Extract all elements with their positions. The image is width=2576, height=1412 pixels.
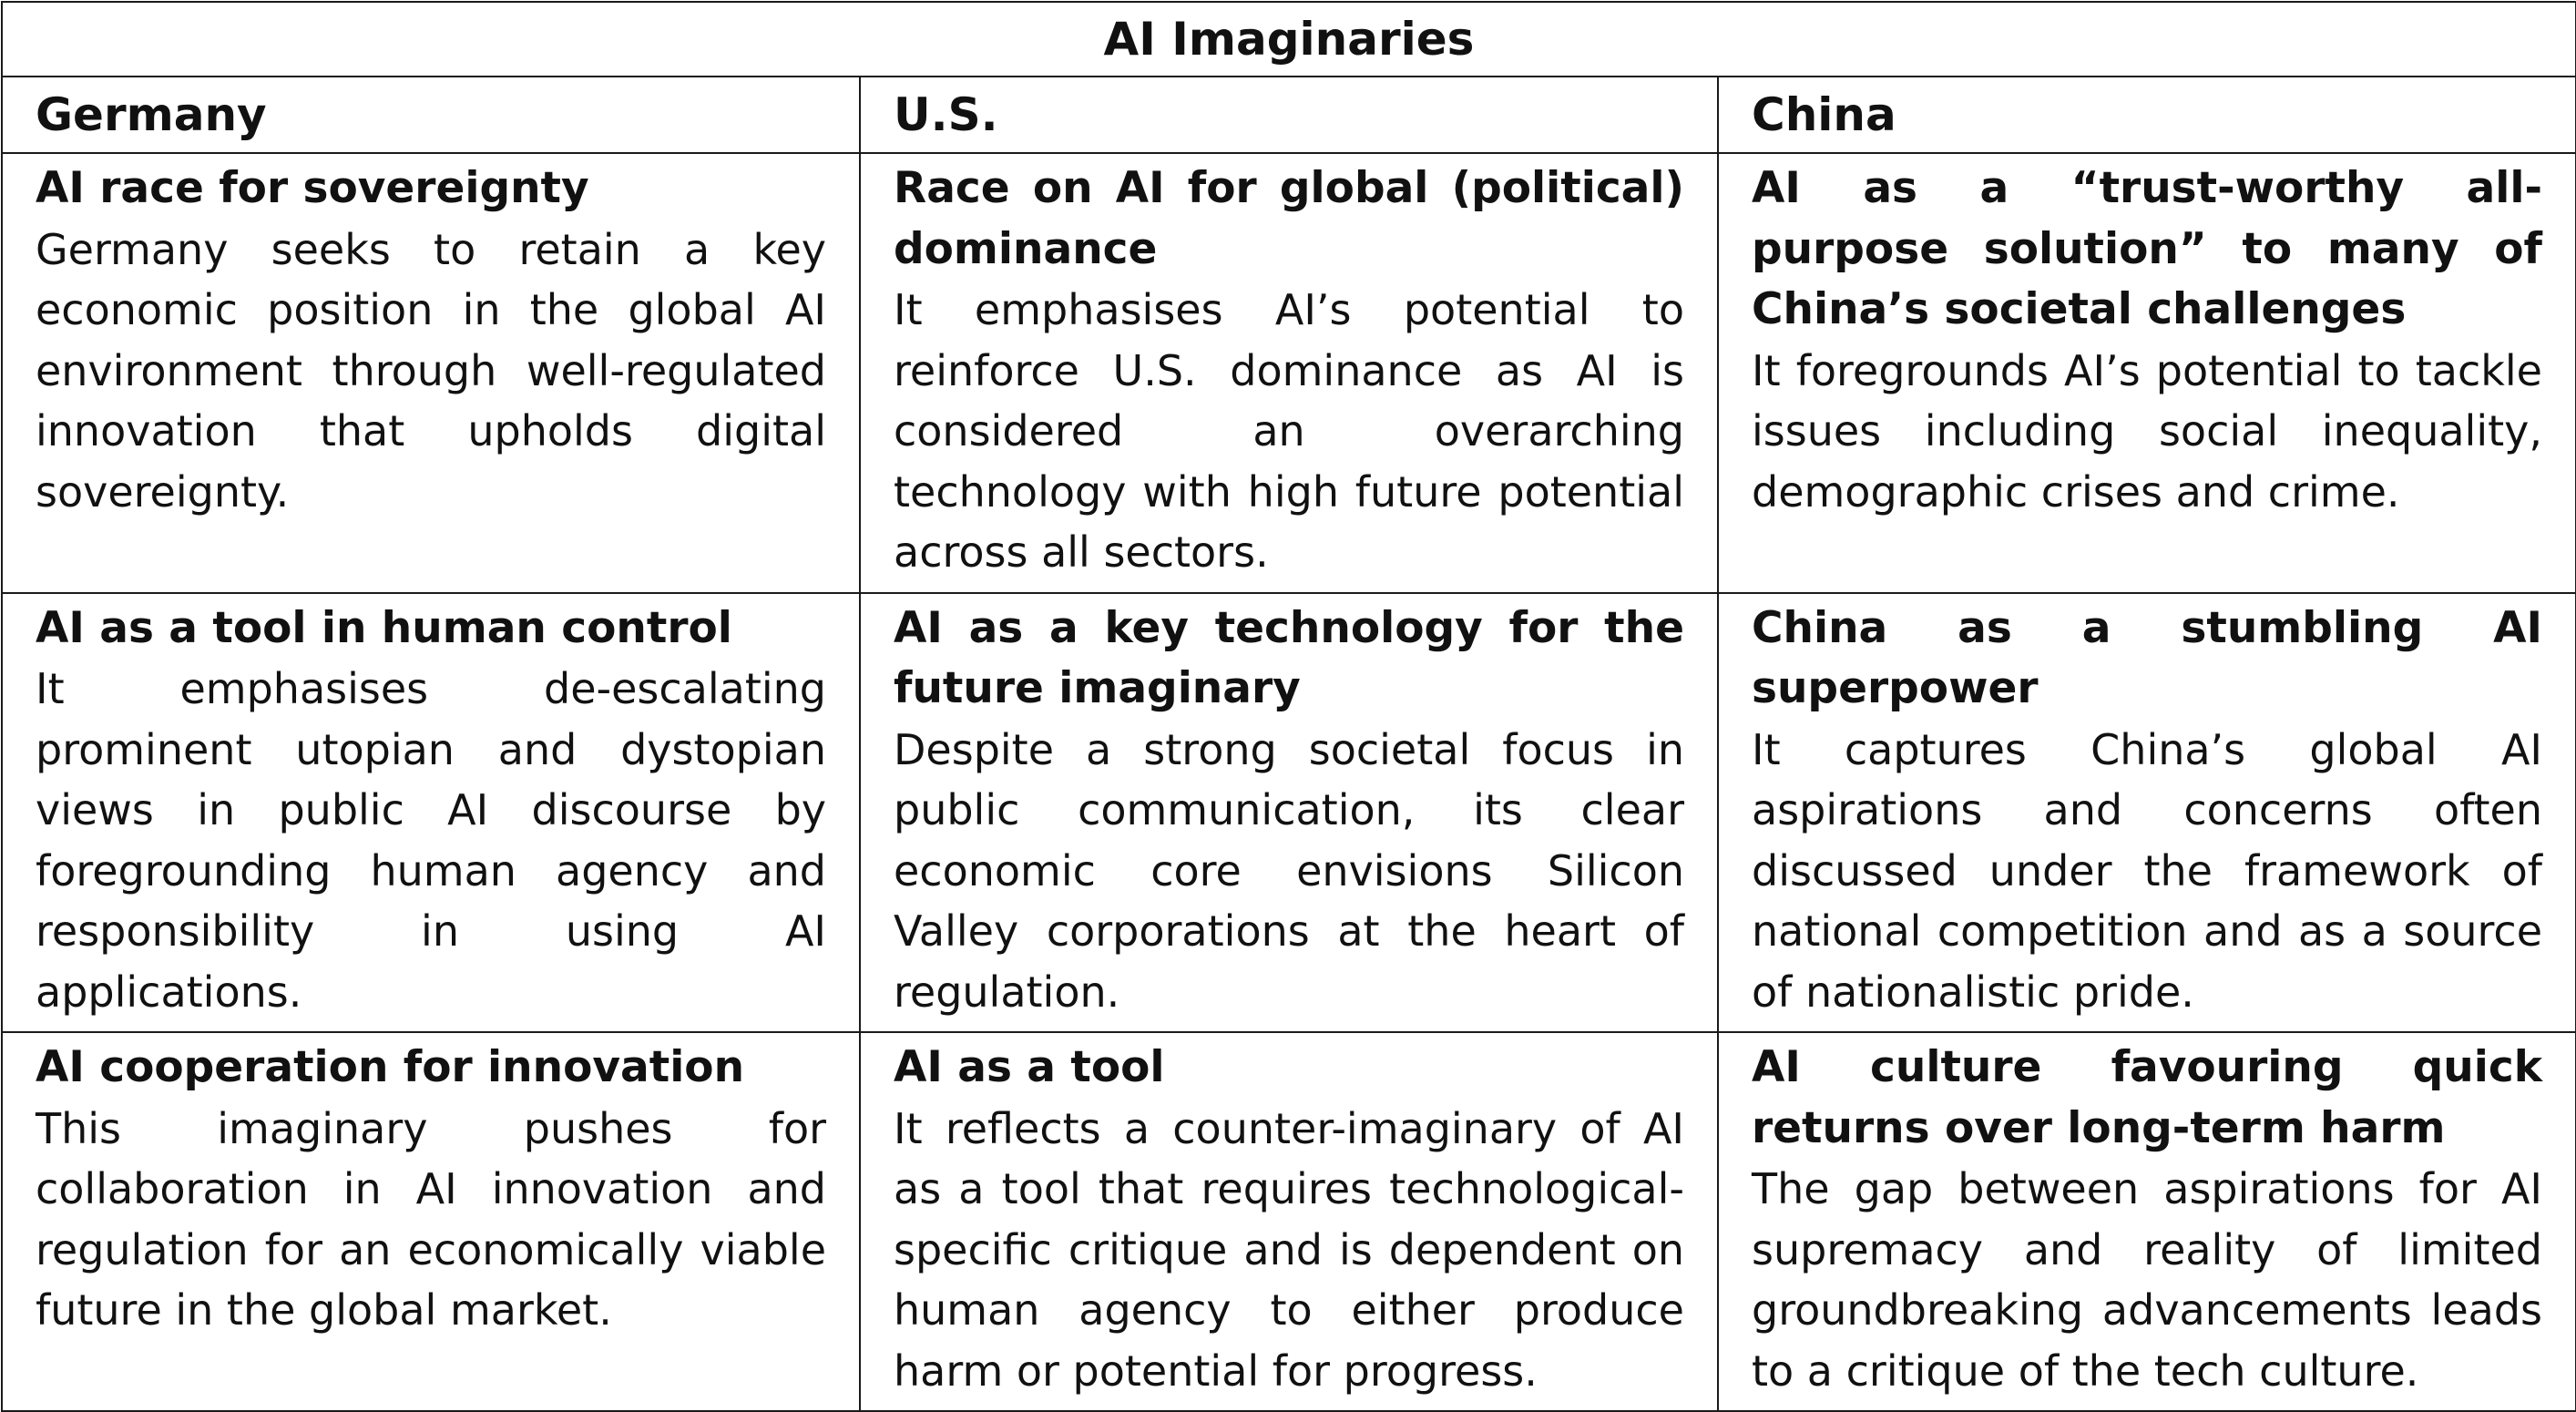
cell-title: Race on AI for global (political) dominance bbox=[894, 163, 1684, 274]
table-title: AI Imaginaries bbox=[2, 2, 2576, 77]
cell-title: AI culture favouring quick returns over long-term harm bbox=[1752, 1042, 2542, 1153]
cell-title: AI as a key technology for the future imaginary bbox=[894, 602, 1684, 713]
table-cell bbox=[860, 593, 1718, 1033]
cell-body: Germany seeks to retain a key economic position in the global AI environment through well-regulated innovation that upholds digital sovereignty. bbox=[36, 224, 826, 517]
column-header-china: China bbox=[1718, 77, 2576, 153]
table-cell bbox=[2, 593, 860, 1033]
cell-title: AI as a tool bbox=[894, 1042, 1165, 1092]
table-title-row bbox=[2, 2, 2576, 77]
table-cell bbox=[1718, 1032, 2576, 1411]
table-row bbox=[2, 1032, 2576, 1411]
cell-title: AI race for sovereignty bbox=[36, 163, 589, 213]
cell-body: It captures China’s global AI aspirations and concerns often discussed under the framework of national competition and as a source of nationalistic pride. bbox=[1752, 724, 2542, 1017]
cell-body: This imaginary pushes for collaboration in AI innovation and regulation for an economically viable future in the global market. bbox=[36, 1103, 826, 1335]
table-cell bbox=[860, 1032, 1718, 1411]
cell-body: Despite a strong societal focus in public communication, its clear economic core envisions Silicon Valley corporations at the heart of regulation. bbox=[894, 724, 1684, 1017]
table-row bbox=[2, 593, 2576, 1033]
cell-title: AI as a “trust-worthy all-purpose solution” to many of China’s societal challenges bbox=[1752, 163, 2542, 334]
cell-body: It reflects a counter-imaginary of AI as a tool that requires technological-specific critique and is dependent on human agency to either produce harm or potential for progress. bbox=[894, 1103, 1684, 1396]
cell-body: It emphasises AI’s potential to reinforce U.S. dominance as AI is considered an overarching technology with high future potential across all sectors. bbox=[894, 285, 1684, 577]
table-cell bbox=[2, 153, 860, 593]
cell-title: AI as a tool in human control bbox=[36, 602, 732, 653]
cell-body: It foregrounds AI’s potential to tackle issues including social inequality, demographic crises and crime. bbox=[1752, 345, 2542, 517]
ai-imaginaries-table bbox=[1, 1, 2576, 1412]
table-row bbox=[2, 153, 2576, 593]
cell-title: AI cooperation for innovation bbox=[36, 1042, 745, 1092]
cell-title: China as a stumbling AI superpower bbox=[1752, 602, 2542, 713]
column-header-us: U.S. bbox=[860, 77, 1718, 153]
table-cell bbox=[2, 1032, 860, 1411]
column-header-germany: Germany bbox=[2, 77, 860, 153]
cell-body: The gap between aspirations for AI supremacy and reality of limited groundbreaking advancements leads to a critique of the tech culture. bbox=[1752, 1164, 2542, 1396]
table-cell bbox=[1718, 593, 2576, 1033]
table-cell bbox=[860, 153, 1718, 593]
table-cell bbox=[1718, 153, 2576, 593]
table-header-row bbox=[2, 77, 2576, 153]
cell-body: It emphasises de-escalating prominent utopian and dystopian views in public AI discourse by foregrounding human agency and responsibility in using AI applications. bbox=[36, 664, 826, 1017]
